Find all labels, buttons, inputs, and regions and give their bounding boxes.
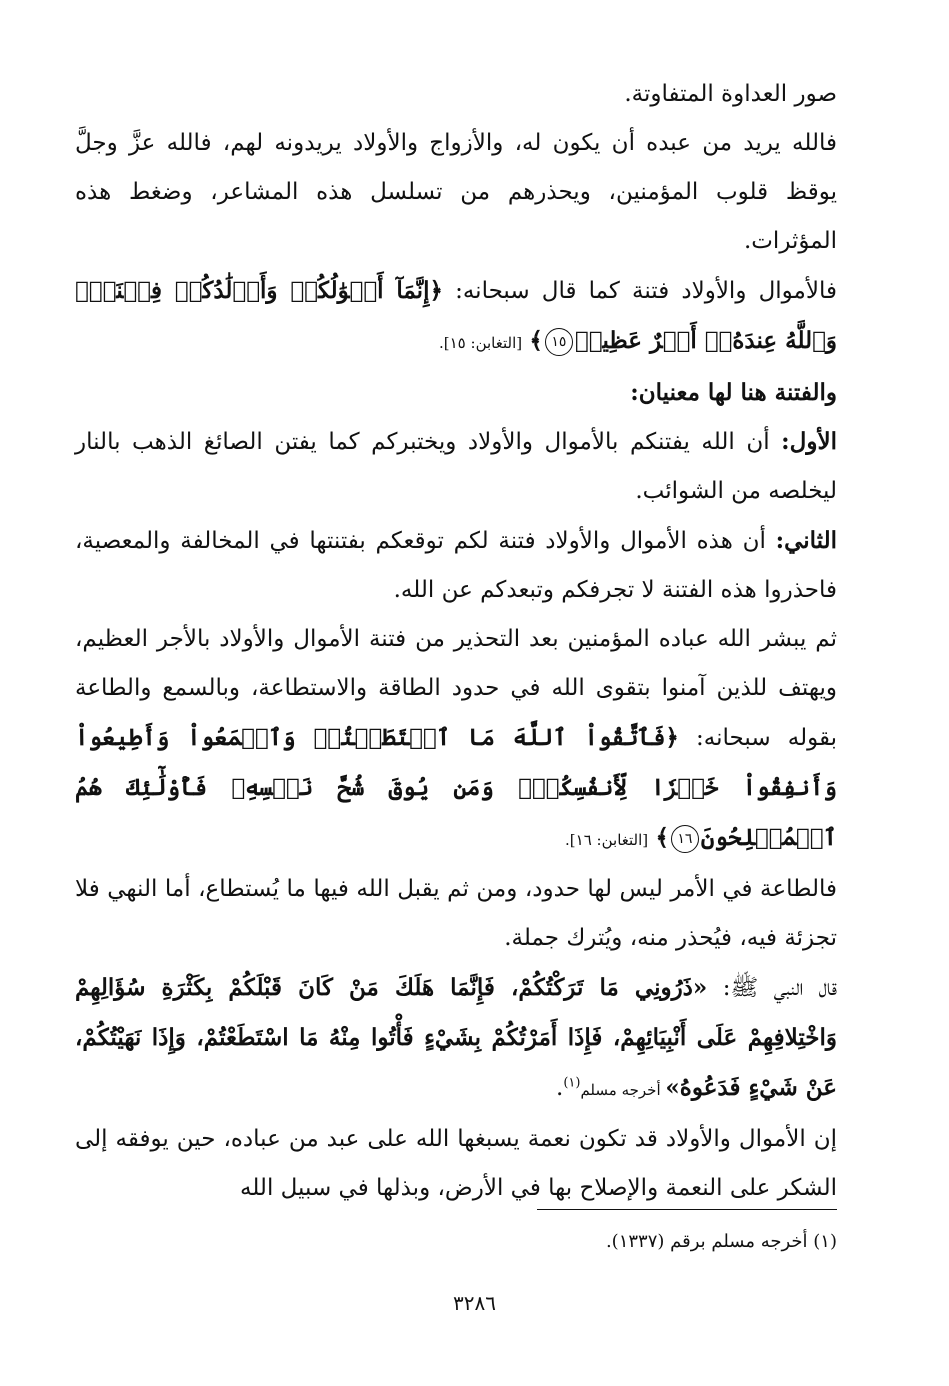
- paragraph-6: [75, 516, 837, 615]
- paragraph-10: [75, 1115, 837, 1213]
- quran-verse-16: فَٱتَّقُواْ ٱللَّهَ مَا ٱسۡتَطَعۡتُمۡ وَٱسۡمَعُواْ وَأَطِيعُواْ وَأَنفِقُواْ خَيۡرٗا لِّأَنفُسِكُمۡۗ وَمَن يُوقَ شُحَّ نَفۡسِهِۦ فَأُوْلَٰٓئِكَ هُمُ ٱلۡمُفۡلِحُونَ: [75, 724, 837, 851]
- second-meaning-text: أن هذه الأموال والأولاد فتنة لكم توقعكم بفتنتها في المخالفة والمعصية، فاحذروا هذه الفتنة لا تجرفكم وتبعدكم عن الله.: [75, 528, 837, 603]
- footnote-reference-1[interactable]: (١): [563, 1075, 581, 1091]
- page-number: ٣٢٨٦: [453, 1291, 496, 1315]
- paragraph-8-text: فالطاعة في الأمر ليس لها حدود، ومن ثم يقبل الله فيها ما يُستطاع، أما النهي فلا تجزئة فيه، فيُحذر منه، ويُترك جملة.: [75, 876, 837, 951]
- paragraph-8: [75, 865, 837, 963]
- paragraph-7-text: ثم يبشر الله عباده المؤمنين بعد التحذير من فتنة الأموال والأولاد بالأجر العظيم، ويهتف للذين آمنوا بتقوى الله في حدود الطاقة والاستطاعة، وبالسمع والطاعة بقوله سبحانه:: [75, 626, 837, 751]
- paragraph-4-heading: والفتنة هنا لها معنيان:: [630, 379, 837, 406]
- quran-open-brace: ﴿: [665, 724, 679, 751]
- hadith-text: «ذَرُونِي مَا تَرَكْتُكُمْ، فَإِنَّمَا هَلَكَ مَنْ كَانَ قَبْلَكُمْ بِكَثْرَةِ سُؤَالِهِمْ وَاخْتِلافِهِمْ عَلَى أَنْبِيَائِهِمْ، فَإِذَا أَمَرْتُكُمْ بِشَيْءٍ فَأْتُوا مِنْهُ مَا اسْتَطَعْتُمْ، وَإِذَا نَهَيْتُكُمْ، عَنْ شَيْءٍ فَدَعُوهُ»: [75, 974, 837, 1101]
- paragraph-10-text: إن الأموال والأولاد قد تكون نعمة يسبغها الله على عبد من عباده، حين يوفقه إلى الشكر على النعمة والإصلاح بها في الأرض، وبذلها في سبيل الله: [75, 1126, 837, 1201]
- first-meaning-text: أن الله يفتنكم بالأموال والأولاد ويختبركم كما يفتن الصائغ الذهب بالنار ليخلصه من الشوائب.: [75, 429, 837, 504]
- paragraph-2-text: فالله يريد من عبده أن يكون له، والأزواج والأولاد يريدونه لهم، فالله عزَّ وجلَّ يوقظ قلوب المؤمنين، ويحذرهم من تسلسل هذه المشاعر، وضغط هذه المؤثرات.: [75, 130, 837, 254]
- paragraph-7: [75, 615, 837, 865]
- paragraph-3: [75, 266, 837, 368]
- paragraph-9: [75, 963, 837, 1115]
- hadith-source: أخرجه مسلم: [580, 1081, 666, 1099]
- paragraph-1: [75, 70, 837, 119]
- citation-taghabun-16: [التغابن: ١٦].: [565, 831, 649, 849]
- ayah-number-15: ١٥: [545, 328, 573, 356]
- first-meaning-label: الأول:: [781, 428, 837, 455]
- citation-taghabun-15: [التغابن: ١٥].: [439, 334, 523, 352]
- footnote-1: (١) أخرجه مسلم برقم (١٣٣٧).: [605, 1231, 837, 1252]
- quran-open-brace: ﴿: [429, 277, 443, 304]
- paragraph-9-intro: قال النبي ﷺ:: [707, 975, 838, 1001]
- quran-verse-15: إِنَّمَآ أَمۡوَٰلُكُمۡ وَأَوۡلَٰدُكُمۡ فِتۡنَةٞۚ وَٱللَّهُ عِندَهُۥٓ أَجۡرٌ عَظِيمٞ: [75, 277, 837, 354]
- ayah-number-16: ١٦: [671, 825, 699, 853]
- hadith-end-period: .: [556, 1075, 564, 1101]
- second-meaning-label: الثاني:: [775, 527, 837, 554]
- paragraph-2: [75, 119, 837, 266]
- paragraph-5: [75, 417, 837, 516]
- quran-close-brace: ﴾: [655, 824, 669, 851]
- paragraph-3-text: فالأموال والأولاد فتنة كما قال سبحانه:: [442, 278, 837, 304]
- paragraph-1-text: صور العداوة المتفاوتة.: [624, 81, 837, 107]
- paragraph-4: [75, 368, 837, 417]
- footnote-divider: [537, 1209, 837, 1210]
- body-text: [75, 70, 837, 1213]
- quran-close-brace: ﴾: [529, 327, 543, 354]
